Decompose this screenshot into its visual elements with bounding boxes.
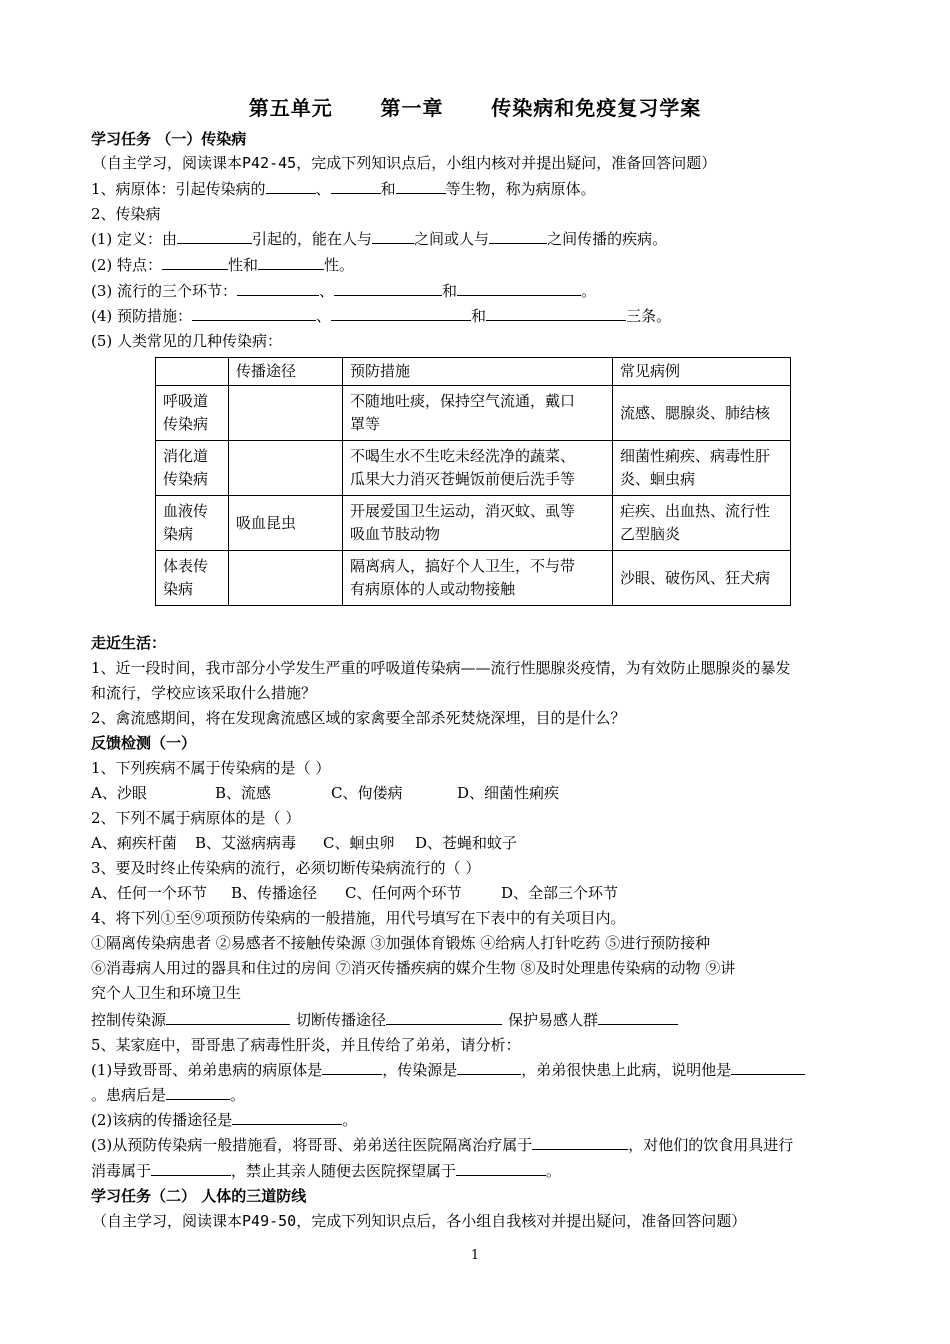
- disease-type-cell: 血液传 染病: [156, 496, 229, 551]
- table-row: [156, 496, 791, 551]
- definition-question: (1) 定义：由 引起的，能在人与 之间或人与 之间传播的疾病。: [91, 230, 668, 248]
- feedback-options-1: A、沙眼 B、流感 C、佝偻病 D、细菌性痢疾: [91, 784, 560, 802]
- feedback-options-2: A、痢疾杆菌 B、艾滋病病毒 C、蛔虫卵 D、苍蝇和蚊子: [91, 834, 518, 852]
- page-number: 1: [470, 1248, 480, 1263]
- feedback-options-3: A、任何一个环节 B、传播途径 C、任何两个环节 D、全部三个环节: [91, 884, 619, 902]
- feedback-question-1: 1、下列疾病不属于传染病的是（ ）: [91, 759, 331, 777]
- table-header-cell: 常见病例: [613, 358, 791, 386]
- route-cell: [229, 386, 343, 441]
- table-header-cell: 预防措施: [343, 358, 613, 386]
- table-header-cell: 传播途径: [229, 358, 343, 386]
- life-heading: 走近生活：: [91, 634, 167, 652]
- measure-cell: 隔离病人，搞好个人卫生，不与带 有病原体的人或动物接触: [343, 551, 613, 606]
- life-question-1a: 1、近一段时间，我市部分小学发生严重的呼吸道传染病——流行性腮腺炎疫情，为有效防止腮腺炎的暴发: [91, 659, 791, 677]
- three-links-question: (3) 流行的三个环节： 、 和 。: [91, 282, 597, 300]
- task1-note: （自主学习，阅读课本P42-45，完成下列知识点后，小组内核对并提出疑问，准备回答问题）: [92, 154, 717, 172]
- examples-cell: 疟疾、出血热、流行性 乙型脑炎: [613, 496, 791, 551]
- measure-cell: 不随地吐痰，保持空气流通，戴口 罩等: [343, 386, 613, 441]
- table-row: [156, 441, 791, 496]
- measure-cell: 开展爱国卫生运动，消灭蚊、虱等 吸血节肢动物: [343, 496, 613, 551]
- life-question-2: 2、禽流感期间，将在发现禽流感区域的家禽要全部杀死焚烧深埋，目的是什么？: [91, 709, 626, 727]
- table-header-cell: [156, 358, 229, 386]
- route-cell: 吸血昆虫: [229, 496, 343, 551]
- table-row: [156, 386, 791, 441]
- table-header-row: [156, 358, 791, 386]
- measures-list-line-1: ①隔离传染病患者 ②易感者不接触传染源 ③加强体育锻炼 ④给病人打针吃药 ⑤进行预防接种: [91, 934, 711, 952]
- prevention-question: (4) 预防措施： 、 和 三条。: [91, 307, 672, 325]
- examples-cell: 沙眼、破伤风、狂犬病: [613, 551, 791, 606]
- common-diseases-label: (5) 人类常见的几种传染病：: [91, 332, 283, 350]
- page-title: 第五单元 第一章 传染病和免疫复习学案: [248, 96, 702, 120]
- disease-type-cell: 呼吸道 传染病: [156, 386, 229, 441]
- feedback-heading: 反馈检测（一）: [91, 734, 197, 752]
- measure-cell: 不喝生水不生吃未经洗净的蔬菜、 瓜果大力消灭苍蝇饭前便后洗手等: [343, 441, 613, 496]
- route-cell: [229, 441, 343, 496]
- question-5-part-2: (2)该病的传播途径是 。: [91, 1111, 358, 1129]
- disease-type-cell: 体表传 染病: [156, 551, 229, 606]
- feedback-question-3: 3、要及时终止传染病的流行，必须切断传染病流行的（ ）: [91, 859, 481, 877]
- question-5-part-3: (3)从预防传染病一般措施看，将哥哥、弟弟送往医院隔离治疗属于 ，对他们的饮食用具进行: [91, 1136, 794, 1154]
- measures-list-line-2: ⑥消毒病人用过的器具和住过的房间 ⑦消灭传播疾病的媒介生物 ⑧及时处理患传染病的动物 ⑨讲: [91, 959, 736, 977]
- table-row: [156, 551, 791, 606]
- task1-heading: 学习任务 （一）传染病: [91, 130, 247, 148]
- disease-table: [155, 357, 791, 606]
- task2-heading: 学习任务（二） 人体的三道防线: [91, 1187, 307, 1205]
- pathogen-question: 1、病原体：引起传染病的 、 和 等生物，称为病原体。: [91, 180, 596, 198]
- task2-note: （自主学习，阅读课本P49-50，完成下列知识点后，各小组自我核对并提出疑问，准备回答问题）: [92, 1212, 747, 1230]
- measures-fill-line: 控制传染源 切断传播途径 保护易感人群: [91, 1009, 678, 1031]
- measures-list-line-3: 究个人卫生和环境卫生: [91, 984, 242, 1002]
- examples-cell: 流感、腮腺炎、肺结核: [613, 386, 791, 441]
- life-question-1b: 和流行，学校应该采取什么措施？: [91, 684, 317, 702]
- route-cell: [229, 551, 343, 606]
- features-question: (2) 特点： 性和 性。: [91, 256, 355, 274]
- question-5-part-3-cont: 消毒属于 ，禁止其亲人随便去医院探望属于 。: [91, 1162, 562, 1180]
- feedback-question-5: 5、某家庭中，哥哥患了病毒性肝炎，并且传给了弟弟，请分析：: [91, 1036, 521, 1054]
- examples-cell: 细菌性痢疾、病毒性肝 炎、蛔虫病: [613, 441, 791, 496]
- section-infectious-disease: 2、传染病: [91, 205, 161, 223]
- question-5-part-1-cont: 。患病后是 。: [91, 1086, 246, 1104]
- feedback-question-4: 4、将下列①至⑨项预防传染病的一般措施，用代号填写在下表中的有关项目内。: [91, 909, 626, 927]
- question-5-part-1: (1)导致哥哥、弟弟患病的病原体是 ，传染源是 ，弟弟很快患上此病，说明他是: [91, 1059, 805, 1081]
- feedback-question-2: 2、下列不属于病原体的是（ ）: [91, 809, 301, 827]
- disease-type-cell: 消化道 传染病: [156, 441, 229, 496]
